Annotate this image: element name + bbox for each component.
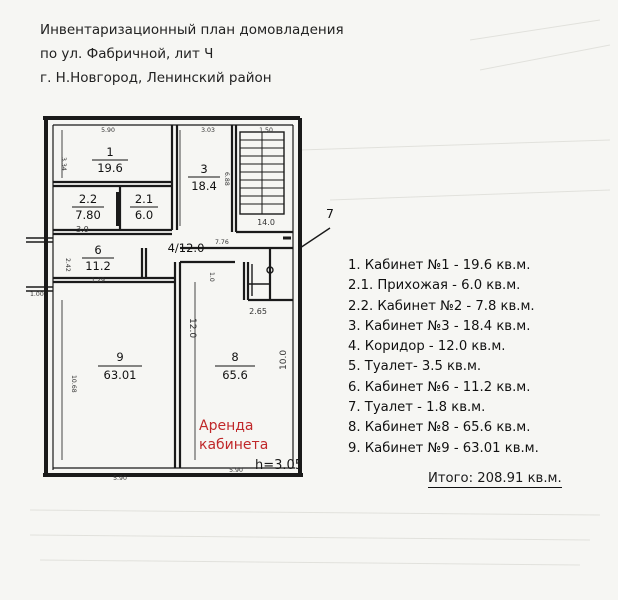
dim-label: 3.0 <box>76 225 89 234</box>
room-2-1-area: 6.0 <box>134 208 154 222</box>
room-2-2-number: 2.2 <box>78 192 98 206</box>
dim-label: 5.90 <box>229 467 243 474</box>
rental-line-1: Аренда <box>199 418 254 434</box>
room-9-area: 63.01 <box>103 368 137 382</box>
room-2-2-area: 7.80 <box>75 208 101 222</box>
dim-label: 1.00 <box>30 291 44 298</box>
dim-label: 1.50 <box>259 127 273 134</box>
title-line-1: Инвентаризационный план домовладения <box>40 22 344 38</box>
total-area: Итого: 208.91 кв.м. <box>428 471 562 486</box>
legend-item: 6. Кабинет №6 - 11.2 кв.м. <box>348 379 531 395</box>
legend-item: 4. Коридор - 12.0 кв.м. <box>348 339 506 355</box>
legend-item: 2.1. Прихожая - 6.0 кв.м. <box>348 278 521 294</box>
legend-item: 7. Туалет - 1.8 кв.м. <box>348 400 486 416</box>
room-8-area: 65.6 <box>222 368 248 382</box>
room-2-1-number: 2.1 <box>134 192 154 206</box>
room-9-number: 9 <box>116 350 124 364</box>
legend-item: 9. Кабинет №9 - 63.01 кв.м. <box>348 440 539 456</box>
room-1-number: 1 <box>106 145 114 159</box>
rental-line-2: кабинета <box>199 437 269 453</box>
room-7-callout: 7 <box>326 206 334 221</box>
dim-label: 5.90 <box>101 127 115 134</box>
dim-label: 1.29 <box>91 277 105 284</box>
legend-item: 5. Туалет- 3.5 кв.м. <box>348 359 482 375</box>
ceiling-height: h=3.05 <box>255 458 304 473</box>
legend-item: 1. Кабинет №1 - 19.6 кв.м. <box>348 258 531 273</box>
legend-item: 3. Кабинет №3 - 18.4 кв.м. <box>348 318 531 334</box>
room-1-area: 19.6 <box>97 161 123 175</box>
room-8-number: 8 <box>231 350 239 364</box>
dim-label: 1.0 <box>208 272 215 282</box>
room-legend <box>348 256 539 459</box>
dim-label: 6.88 <box>223 172 230 186</box>
dim-label: 14.0 <box>257 218 275 227</box>
room-3-area: 18.4 <box>191 179 217 193</box>
room-6-area: 11.2 <box>85 259 111 273</box>
room-labels <box>72 145 334 382</box>
title-line-3: г. Н.Новгород, Ленинский район <box>40 70 272 86</box>
room-3-number: 3 <box>200 162 208 176</box>
dim-label: 3.03 <box>201 127 215 134</box>
rental-note <box>199 417 268 455</box>
dim-label: 10.68 <box>70 375 77 393</box>
dim-label: 12.0 <box>187 318 197 339</box>
dim-label: 3.34 <box>60 157 67 171</box>
staircase <box>240 132 284 214</box>
legend-item: 2.2. Кабинет №2 - 7.8 кв.м. <box>348 298 535 314</box>
room-4-label: 4/12.0 <box>167 241 205 255</box>
legend-item: 8. Кабинет №8 - 65.6 кв.м. <box>348 420 531 436</box>
room-6-number: 6 <box>94 243 102 257</box>
dim-label: 2.42 <box>64 258 71 272</box>
dim-label: 10.0 <box>279 349 289 370</box>
dim-label: 7.76 <box>215 239 229 246</box>
title-line-2: по ул. Фабричной, лит Ч <box>40 46 214 62</box>
dim-label: 5.90 <box>113 475 127 482</box>
dim-label: 2.65 <box>249 307 267 316</box>
